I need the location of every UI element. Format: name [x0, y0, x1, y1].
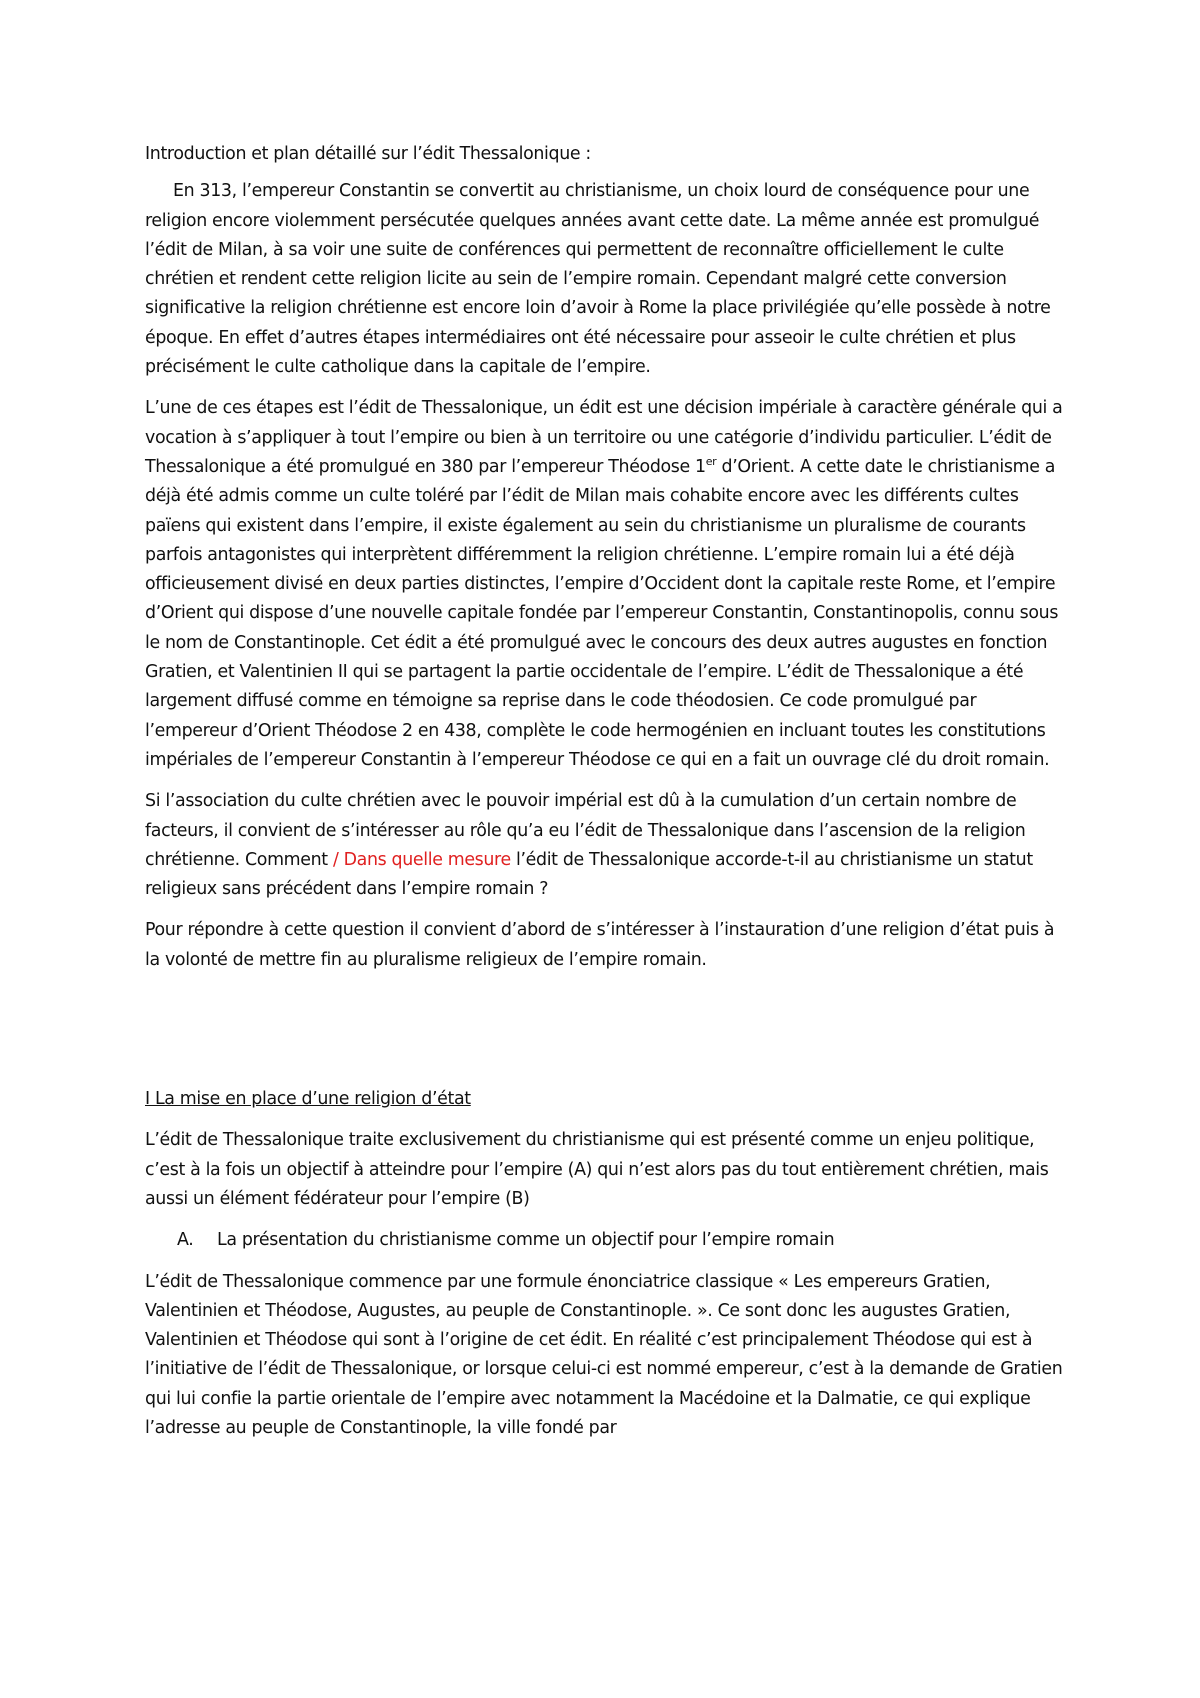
section-1-heading: I La mise en place d’une religion d’état	[145, 1089, 471, 1110]
intro-paragraph-2	[145, 394, 1070, 775]
intro-paragraph-2-start: L’une de ces étapes est l’édit de Thessalonique, un édit est une décision impériale à caractère générale qui a vocation à s’appliquer à tout l’empire ou bien à un territoire ou une catégorie d’individu particulier. L’édit de Thessalonique a été promulgué en 380 par l’empereur Théodose 1	[145, 398, 1063, 477]
problem-statement	[145, 787, 1070, 904]
problem-statement-end: l’édit de Thessalonique accorde-t-il au christianisme un statut religieux sans précédent dans l’empire romain ?	[145, 849, 1033, 900]
intro-paragraph-1: En 313, l’empereur Constantin se convertit au christianisme, un choix lourd de conséquence pour une religion encore violemment persécutée quelques années avant cette date. La même année est promulgué l’édit de Milan, à sa voir une suite de conférences qui permettent de reconnaître officiellement le culte chrétien et rendent cette religion licite au sein de l’empire romain. Cependant malgré cette conversion significative la religion chrétienne est encore loin d’avoir à Rome la place privilégiée qu’elle possède à notre époque. En effet d’autres étapes intermédiaires ont été nécessaire pour asseoir le culte chrétien et plus précisément le culte catholique dans la capitale de l’empire.	[145, 181, 1051, 378]
subsection-a-paragraph: L’édit de Thessalonique commence par une formule énonciatrice classique « Les empereurs Gratien, Valentinien et Théodose, Augustes, au peuple de Constantinople. ». Ce sont donc les augustes Gratien, Valentinien et Théodose qui sont à l’origine de cet édit. En réalité c’est principalement Théodose qui est à l’initiative de l’édit de Thessalonique, or lorsque celui-ci est nommé empereur, c’est à la demande de Gratien qui lui confie la partie orientale de l’empire avec notamment la Macédoine et la Dalmatie, ce qui explique l’adresse au peuple de Constantinople, la ville fondé par	[145, 1271, 1063, 1438]
subsection-a-title: La présentation du christianisme comme un objectif pour l’empire romain	[217, 1230, 835, 1251]
ordinal-superscript: er	[705, 454, 717, 468]
document-page	[145, 140, 1070, 1455]
subsection-a-marker: A.	[177, 1230, 194, 1251]
problem-statement-start: Si l’association du culte chrétien avec le pouvoir impérial est dû à la cumulation d’un certain nombre de facteurs, il convient de s’intéresser au rôle qu’a eu l’édit de Thessalonique dans l’ascension de la religion chrétienne. Comment	[145, 791, 1026, 870]
problem-statement-highlight: / Dans quelle mesure	[332, 849, 511, 870]
plan-announcement: Pour répondre à cette question il convient d’abord de s’intéresser à l’instauration d’une religion d’état puis à la volonté de mettre fin au pluralisme religieux de l’empire romain.	[145, 920, 1055, 970]
intro-paragraph-2-end: d’Orient. A cette date le christianisme a déjà été admis comme un culte toléré par l’édit de Milan mais cohabite encore avec les différents cultes païens qui existent dans l’empire, il existe également au sein du christianisme un pluralisme de courants parfois antagonistes qui interprètent différemment la religion chrétienne. L’empire romain lui a été déjà officieusement divisé en deux parties distinctes, l’empire d’Occident dont la capitale reste Rome, et l’empire d’Orient qui dispose d’une nouvelle capitale fondée par l’empereur Constantin, Constantinopolis, connu sous le nom de Constantinople. Cet édit a été promulgué avec le concours des deux autres augustes en fonction Gratien, et Valentinien II qui se partagent la partie occidentale de l’empire. L’édit de Thessalonique a été largement diffusé comme en témoigne sa reprise dans le code théodosien. Ce code promulgué par l’empereur d’Orient Théodose 2 en 438, complète le code hermogénien en incluant toutes les constitutions impériales de l’empereur Constantin à l’empereur Théodose ce qui en a fait un ouvrage clé du droit romain.	[145, 456, 1059, 770]
subsection-a-heading	[145, 1226, 1070, 1255]
section-1-intro: L’édit de Thessalonique traite exclusivement du christianisme qui est présenté comme un enjeu politique, c’est à la fois un objectif à atteindre pour l’empire (A) qui n’est alors pas du tout entièrement chrétien, mais aussi un élément fédérateur pour l’empire (B)	[145, 1130, 1049, 1209]
document-title: Introduction et plan détaillé sur l’édit Thessalonique :	[145, 144, 591, 164]
